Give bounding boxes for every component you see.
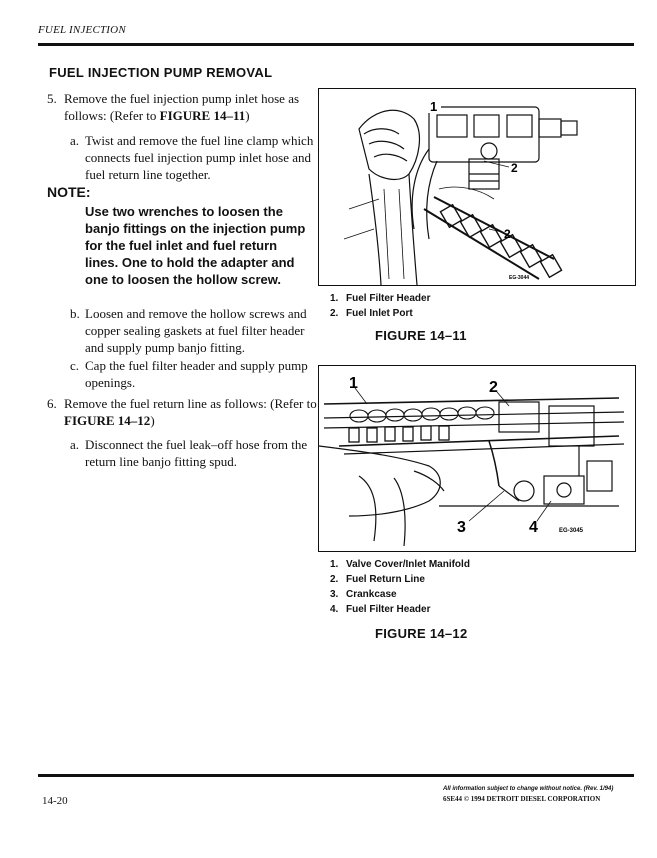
footer-rule [38, 774, 634, 777]
legend-item: 2. Fuel Return Line [330, 574, 425, 585]
callout-label: 1 [430, 99, 438, 114]
step-5a [70, 132, 315, 183]
figure-reference-link[interactable]: FIGURE 14–11 [159, 108, 246, 123]
note-label: NOTE: [47, 184, 91, 200]
figure-14-11-legend [330, 291, 430, 321]
fuel-filter-header-illustration [319, 89, 635, 285]
step-text: Remove the fuel return line as follows: (Refer to [64, 396, 317, 411]
running-header: FUEL INJECTION [38, 24, 126, 36]
legend-item: 1. Valve Cover/Inlet Manifold [330, 559, 470, 570]
substep-text: Cap the fuel filter header and supply pump openings. [85, 358, 308, 390]
footer-notice: All information subject to change without notice. (Rev. 1/94) [443, 786, 614, 792]
image-code: EG-3045 [559, 528, 584, 534]
step-6a [70, 436, 315, 470]
substep-text: Disconnect the fuel leak–off hose from the return line banjo fitting spud. [85, 437, 308, 469]
substep-text: Twist and remove the fuel line clamp which connects fuel injection pump inlet hose and fuel return line together. [85, 133, 314, 182]
footer-copyright: 6SE44 © 1994 DETROIT DIESEL CORPORATION [443, 795, 601, 803]
callout-label: 1 [349, 375, 358, 392]
legend-item: 2. Fuel Inlet Port [330, 308, 413, 319]
step-6 [47, 395, 317, 429]
substep-letter: a. [70, 133, 80, 148]
step-text: Remove the fuel injection pump inlet hose as follows: (Refer to [64, 91, 300, 123]
legend-item: 3. Crankcase [330, 589, 397, 600]
image-code: EG-3044 [509, 275, 530, 281]
section-title: FUEL INJECTION PUMP REMOVAL [49, 65, 273, 80]
callout-label: 2 [504, 227, 511, 241]
figure-caption: FIGURE 14–11 [375, 328, 467, 343]
step-text-end: ) [245, 108, 250, 123]
figure-caption: FIGURE 14–12 [375, 626, 468, 641]
figure-14-12-image [318, 365, 636, 552]
substep-letter: b. [70, 306, 80, 321]
figure-14-12-legend [330, 557, 470, 617]
figure-14-11-image [318, 88, 636, 286]
legend-item: 1. Fuel Filter Header [330, 293, 431, 304]
substep-letter: c. [70, 358, 80, 373]
step-5 [47, 90, 317, 124]
callout-label: 3 [457, 519, 466, 536]
callout-label: 4 [529, 519, 538, 536]
step-5b [70, 305, 315, 356]
figure-reference-link[interactable]: FIGURE 14–12 [64, 413, 151, 428]
header-rule [38, 43, 634, 46]
note-text: Use two wrenches to loosen the banjo fittings on the injection pump for the fuel inlet and fuel return lines. One to hold the adapter and one to loosen the hollow screw. [85, 204, 306, 287]
step-5c [70, 357, 315, 391]
legend-item: 4. Fuel Filter Header [330, 604, 431, 615]
step-number: 6. [47, 396, 57, 411]
callout-label: 2 [489, 379, 498, 396]
step-number: 5. [47, 91, 57, 106]
substep-letter: a. [70, 437, 80, 452]
callout-label: 2 [511, 161, 518, 175]
step-text-end: ) [150, 413, 155, 428]
fuel-return-line-illustration [319, 366, 635, 551]
substep-text: Loosen and remove the hollow screws and copper sealing gaskets at fuel filter header and supply pump banjo fitting. [85, 306, 307, 355]
page-number: 14-20 [42, 795, 68, 807]
